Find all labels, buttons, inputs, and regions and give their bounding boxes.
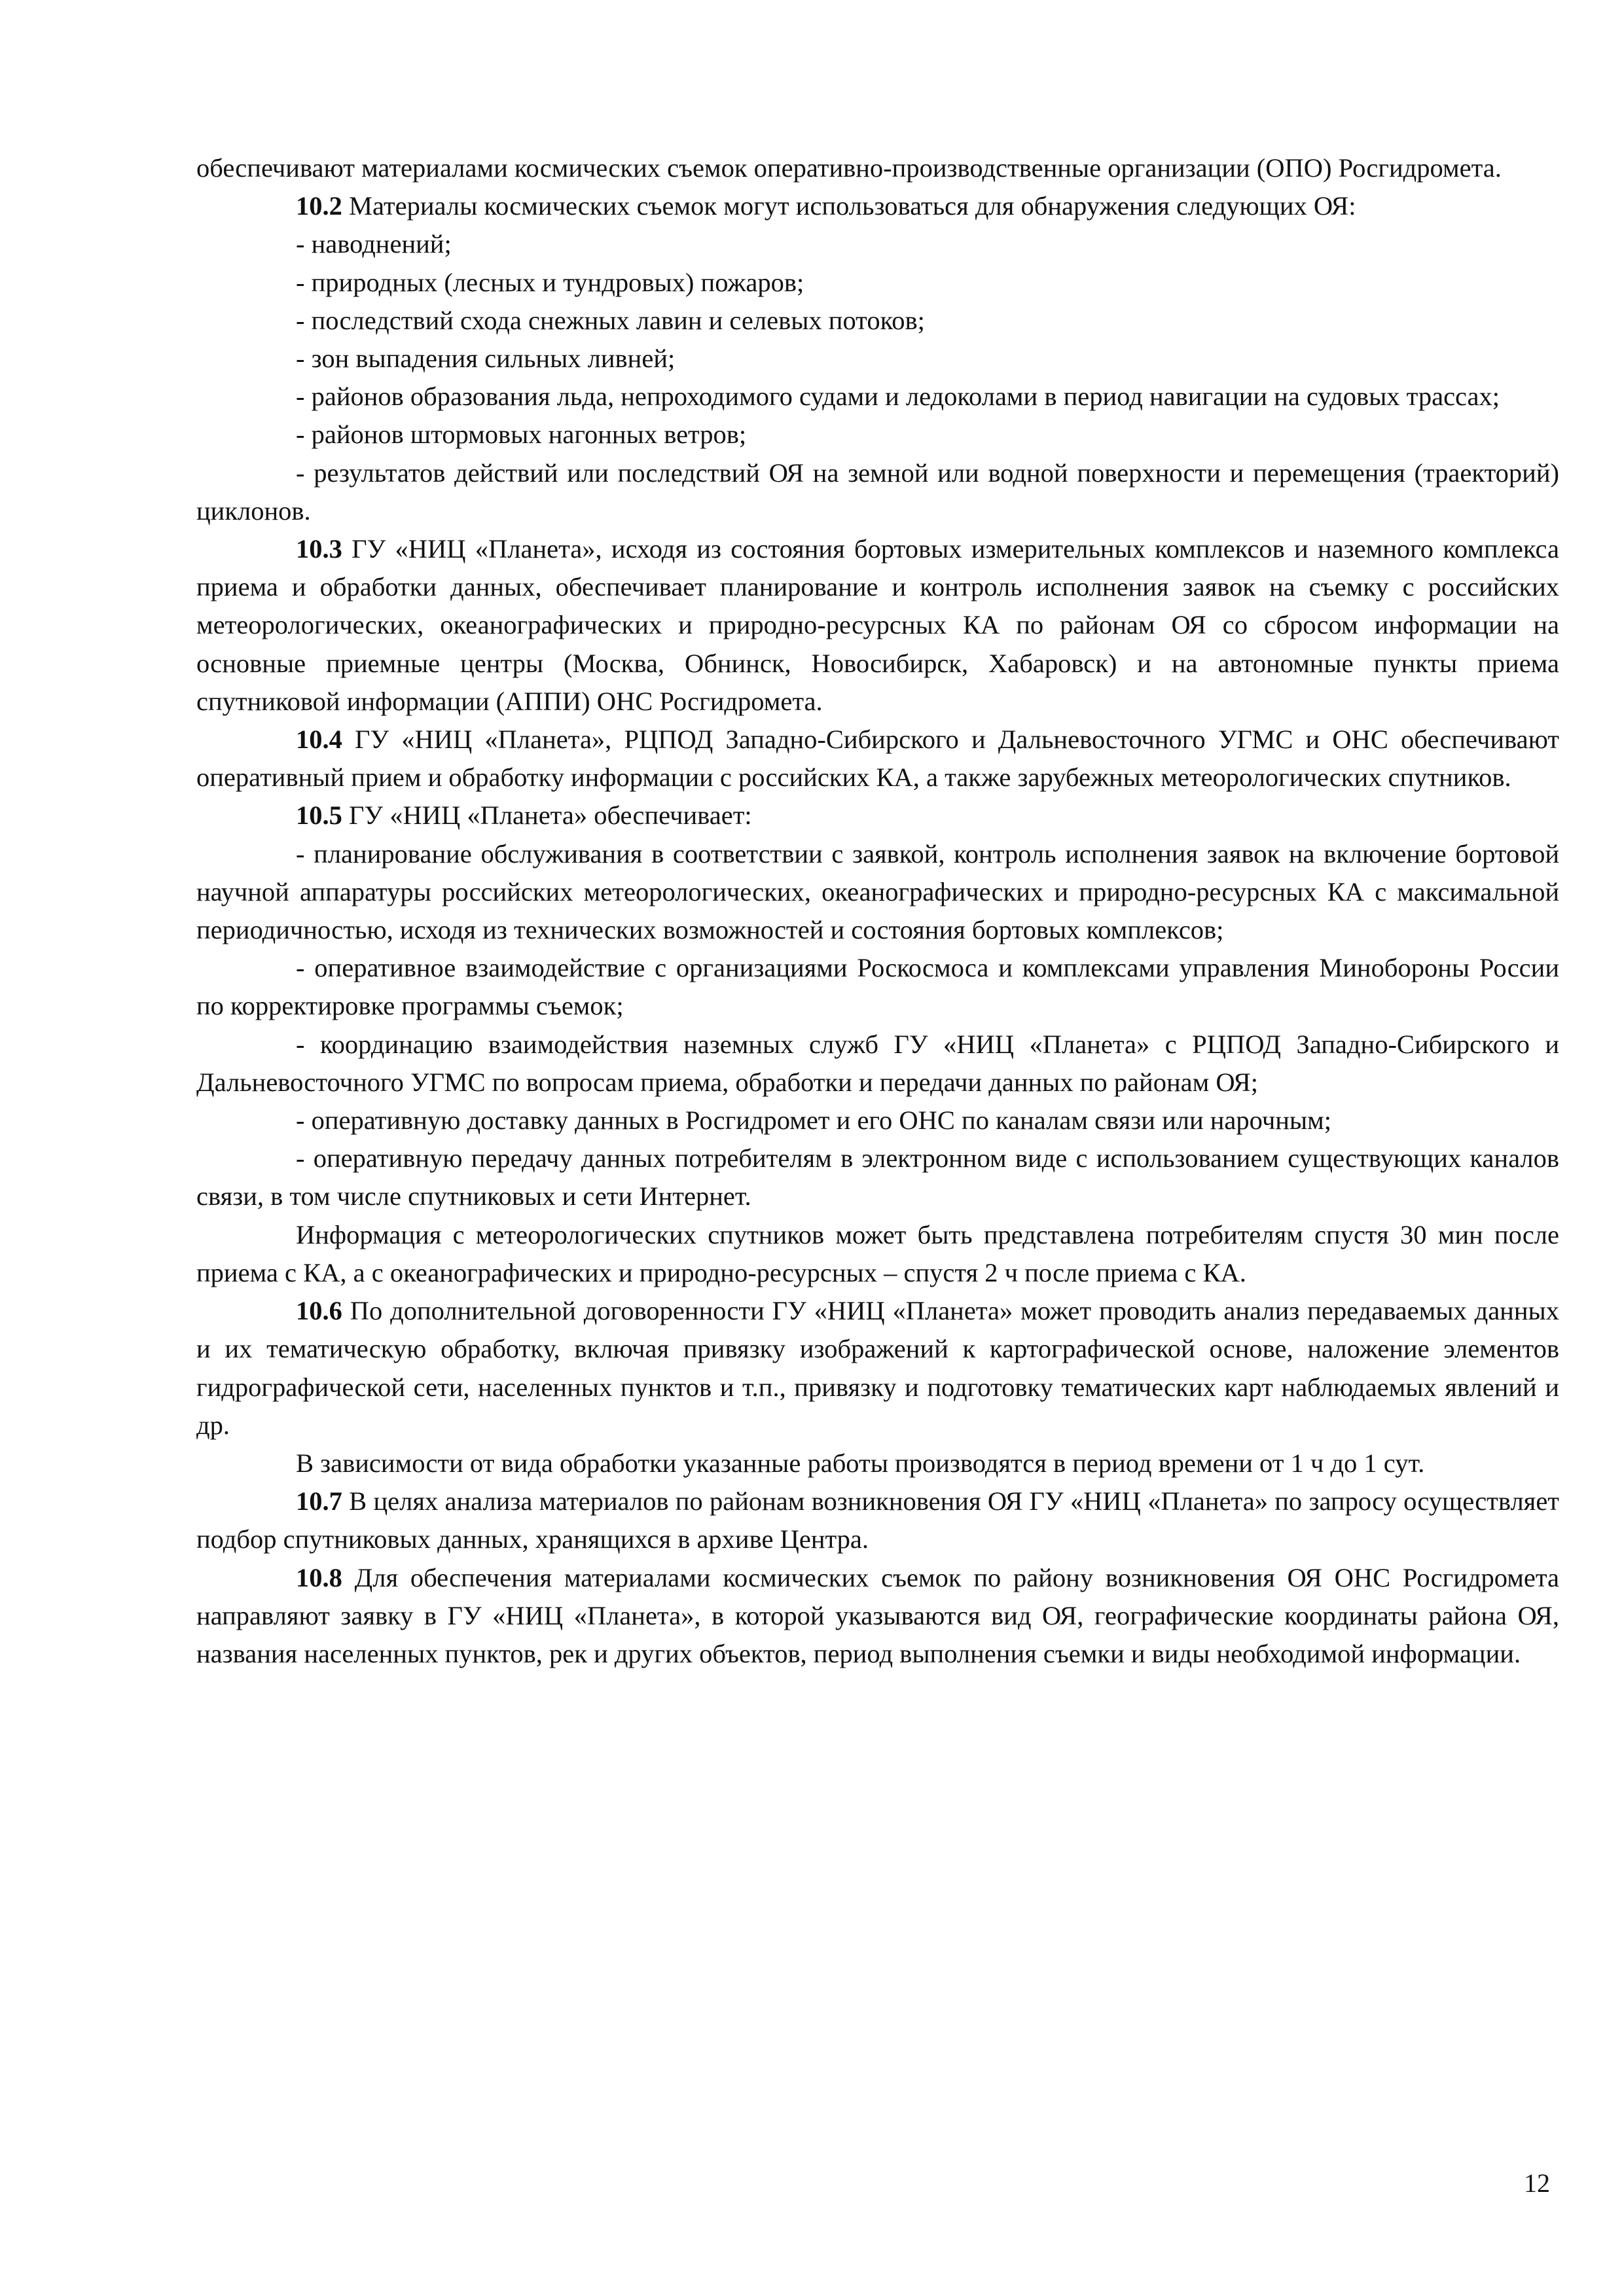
- section-number: 10.8: [296, 1562, 342, 1592]
- paragraph-text: ГУ «НИЦ «Планета», исходя из состояния бортовых измерительных комплексов и наземного комплекса приема и обработки данных, обеспечивает планирование и контроль исполнения заявок на съемку с российских метеорологических, океанографических и природно-ресурсных КА по районам ОЯ со сбросом информации на основные приемные центры (Москва, Обнинск, Новосибирск, Хабаровск) и на автономные пункты приема спутниковой информации (АППИ) ОНС Росгидромета.: [196, 534, 1559, 716]
- paragraph-p05: [196, 302, 1559, 340]
- paragraph-p21: [196, 1482, 1559, 1558]
- paragraph-p11: [196, 721, 1559, 797]
- paragraph-text: - результатов действий или последствий ОЯ на земной или водной поверхности и перемещения (траекторий) циклонов.: [196, 457, 1559, 526]
- paragraph-text: В целях анализа материалов по районам возникновения ОЯ ГУ «НИЦ «Планета» по запросу осуществляет подбор спутниковых данных, хранящихся в архиве Центра.: [196, 1486, 1559, 1554]
- paragraph-text: Материалы космических съемок могут использоваться для обнаружения следующих ОЯ:: [342, 191, 1356, 221]
- paragraph-p16: [196, 1102, 1559, 1139]
- paragraph-text: - районов штормовых нагонных ветров;: [296, 420, 747, 450]
- section-number: 10.5: [296, 800, 342, 831]
- paragraph-text: - оперативную доставку данных в Росгидромет и его ОНС по каналам связи или нарочным;: [296, 1105, 1331, 1136]
- document-body: [196, 149, 1559, 1673]
- paragraph-p12: [196, 797, 1559, 834]
- paragraph-text: ГУ «НИЦ «Планета» обеспечивает:: [342, 800, 752, 831]
- paragraph-text: По дополнительной договоренности ГУ «НИЦ «Планета» может проводить анализ передаваемых данных и их тематическую обработку, включая привязку изображений к картографической основе, наложение элементов гидрографической сети, населенных пунктов и т.п., привязку и подготовку тематических карт наблюдаемых явлений и др.: [196, 1296, 1559, 1440]
- paragraph-text: ГУ «НИЦ «Планета», РЦПОД Западно-Сибирского и Дальневосточного УГМС и ОНС обеспечивают оперативный прием и обработку информации с российских КА, а также зарубежных метеорологических спутников.: [196, 725, 1559, 793]
- paragraph-p03: [196, 225, 1559, 263]
- paragraph-text: обеспечивают материалами космических съемок оперативно-производственные организации (ОПО) Росгидромета.: [196, 153, 1502, 183]
- paragraph-p10: [196, 530, 1559, 721]
- paragraph-p06: [196, 340, 1559, 378]
- paragraph-text: - районов образования льда, непроходимого судами и ледоколами в период навигации на судовых трассах;: [296, 382, 1500, 412]
- paragraph-text: - природных (лесных и тундровых) пожаров;: [296, 267, 804, 297]
- section-number: 10.2: [296, 191, 342, 221]
- paragraph-text: - планирование обслуживания в соответствии с заявкой, контроль исполнения заявок на включение бортовой научной аппаратуры российских метеорологических, океанографических и природно-ресурсных КА с максимальной периодичностью, исходя из технических возможностей и состояния бортовых комплексов;: [196, 838, 1559, 945]
- paragraph-text: - оперативное взаимодействие с организациями Роскосмоса и комплексами управления Минобороны России по корректировке программы съемок;: [196, 953, 1559, 1021]
- paragraph-p15: [196, 1026, 1559, 1102]
- paragraph-text: - последствий схода снежных лавин и селевых потоков;: [296, 305, 925, 335]
- paragraph-p02: [196, 187, 1559, 225]
- page-number: 12: [1524, 2168, 1550, 2198]
- paragraph-text: Информация с метеорологических спутников может быть представлена потребителям спустя 30 мин после приема с КА, а с океанографических и природно-ресурсных – спустя 2 ч после приема с КА.: [196, 1219, 1559, 1287]
- paragraph-p07: [196, 378, 1559, 416]
- paragraph-p01: [196, 149, 1559, 187]
- paragraph-p20: [196, 1444, 1559, 1482]
- paragraph-p08: [196, 416, 1559, 454]
- paragraph-p14: [196, 949, 1559, 1025]
- paragraph-p04: [196, 264, 1559, 302]
- paragraph-text: - зон выпадения сильных ливней;: [296, 344, 676, 374]
- section-number: 10.4: [296, 725, 342, 755]
- section-number: 10.3: [296, 534, 342, 564]
- paragraph-p17: [196, 1139, 1559, 1215]
- paragraph-p13: [196, 835, 1559, 950]
- paragraph-text: Для обеспечения материалами космических съемок по району возникновения ОЯ ОНС Росгидромета направляют заявку в ГУ «НИЦ «Планета», в которой указываются вид ОЯ, географические координаты района ОЯ, названия населенных пунктов, рек и других объектов, период выполнения съемки и виды необходимой информации.: [196, 1562, 1559, 1668]
- paragraph-text: - координацию взаимодействия наземных служб ГУ «НИЦ «Планета» с РЦПОД Западно-Сибирского и Дальневосточного УГМС по вопросам приема, обработки и передачи данных по районам ОЯ;: [196, 1029, 1559, 1097]
- paragraph-p19: [196, 1292, 1559, 1444]
- section-number: 10.7: [296, 1486, 342, 1516]
- paragraph-p09: [196, 454, 1559, 530]
- paragraph-text: - оперативную передачу данных потребителям в электронном виде с использованием существующих каналов связи, в том числе спутниковых и сети Интернет.: [196, 1143, 1559, 1211]
- paragraph-p18: [196, 1216, 1559, 1292]
- paragraph-text: - наводнений;: [296, 229, 452, 259]
- paragraph-text: В зависимости от вида обработки указанные работы производятся в период времени от 1 ч до 1 сут.: [296, 1448, 1425, 1478]
- section-number: 10.6: [296, 1296, 342, 1326]
- paragraph-p22: [196, 1559, 1559, 1674]
